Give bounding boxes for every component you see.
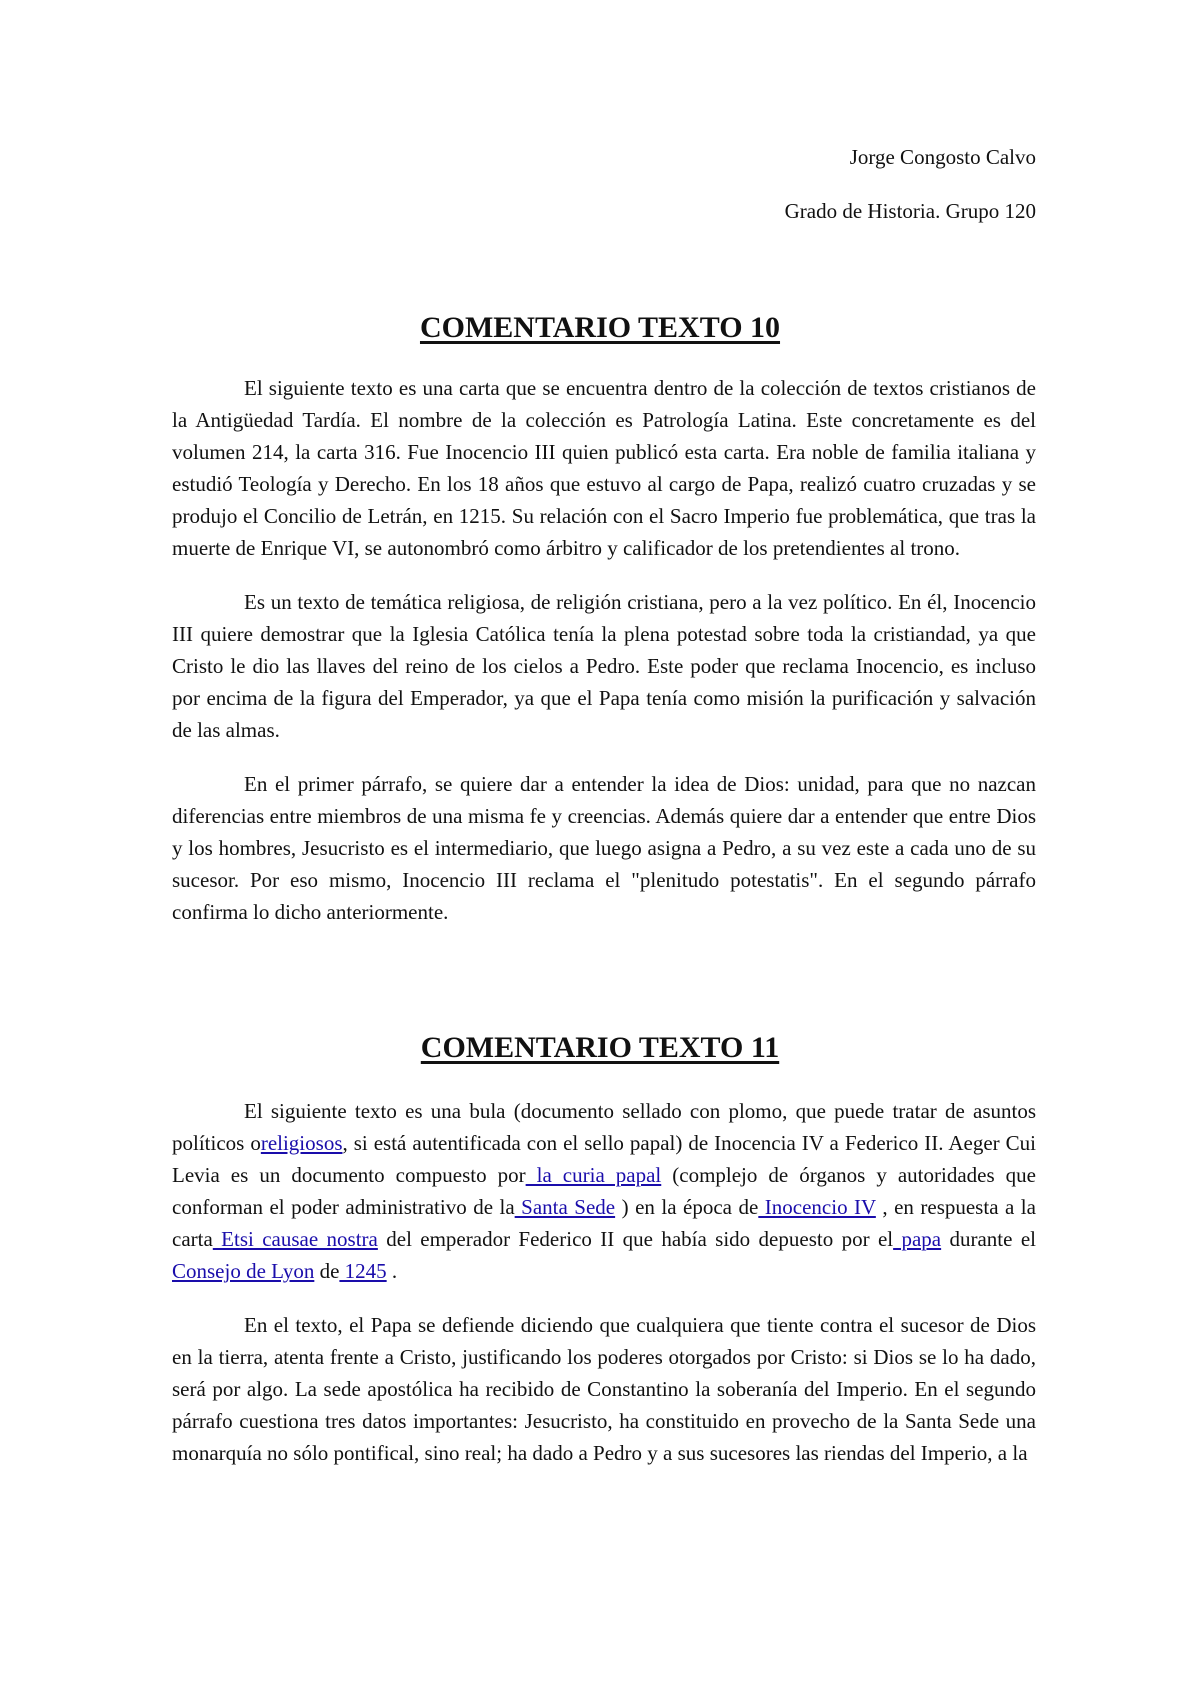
section-10-body <box>172 372 1036 928</box>
paragraph-with-links <box>172 1095 1036 1287</box>
text-run: , si está autentificada con el sello papal) de Inocencia IV a Federico II. Aeger Cui Levia es un documento compuesto por <box>172 1131 1036 1187</box>
text-run: . <box>386 1259 398 1283</box>
text-run: durante el <box>941 1227 1036 1251</box>
link-religiosos[interactable]: religiosos <box>260 1131 343 1155</box>
link-etsi-causae-nostra[interactable]: Etsi causae nostra <box>212 1227 378 1251</box>
text-run: del emperador Federico II que había sido depuesto por el <box>377 1227 894 1251</box>
link-curia-papal[interactable]: la curia papal <box>525 1163 662 1187</box>
text-run: ) en la época de <box>615 1195 759 1219</box>
author-name: Jorge Congosto Calvo <box>849 145 1036 169</box>
section-11-body <box>172 1095 1036 1469</box>
text-run: (complejo de órganos y autoridades que conforman el poder administrativo de la <box>172 1163 1036 1219</box>
text-run: , en respuesta a la carta <box>172 1195 1036 1251</box>
link-1245[interactable]: 1245 <box>339 1259 387 1283</box>
link-papa[interactable]: papa <box>893 1227 942 1251</box>
section-title-11: COMENTARIO TEXTO 11 <box>420 1031 780 1064</box>
paragraph: El siguiente texto es una carta que se encuentra dentro de la colección de textos cristianos de la Antigüedad Tardía. El nombre de la colección es Patrología Latina. Este concretamente es del volumen 214, la carta 316. Fue Inocencio III quien publicó esta carta. Era noble de familia italiana y estudió Teología y Derecho. En los 18 años que estuvo al cargo de Papa, realizó cuatro cruzadas y se produjo el Concilio de Letrán, en 1215. Su relación con el Sacro Imperio fue problemática, que tras la muerte de Enrique VI, se autonombró como árbitro y calificador de los pretendientes al trono. <box>172 376 1036 560</box>
author-course: Grado de Historia. Grupo 120 <box>784 199 1036 223</box>
link-inocencio-iv[interactable]: Inocencio IV <box>758 1195 876 1219</box>
text-run: de <box>314 1259 340 1283</box>
link-santa-sede[interactable]: Santa Sede <box>514 1195 616 1219</box>
link-consejo-de-lyon[interactable]: Consejo de Lyon <box>172 1259 315 1283</box>
text-run: El siguiente texto es una bula (documento sellado con plomo, que puede tratar de asuntos políticos o <box>172 1099 1036 1155</box>
paragraph: En el primer párrafo, se quiere dar a entender la idea de Dios: unidad, para que no nazcan diferencias entre miembros de una misma fe y creencias. Además quiere dar a entender que entre Dios y los hombres, Jesucristo es el intermediario, que luego asigna a Pedro, a su vez este a cada uno de su sucesor. Por eso mismo, Inocencio III reclama el "plenitudo potestatis". En el segundo párrafo confirma lo dicho anteriormente. <box>172 772 1036 924</box>
paragraph: En el texto, el Papa se defiende diciendo que cualquiera que tiente contra el sucesor de Dios en la tierra, atenta frente a Cristo, justificando los poderes otorgados por Cristo: si Dios se lo ha dado, será por algo. La sede apostólica ha recibido de Constantino la soberanía del Imperio. En el segundo párrafo cuestiona tres datos importantes: Jesucristo, ha constituido en provecho de la Santa Sede una monarquía no sólo pontifical, sino real; ha dado a Pedro y a sus sucesores las riendas del Imperio, a la <box>172 1313 1036 1465</box>
section-title-10: COMENTARIO TEXTO 10 <box>419 311 781 344</box>
paragraph: Es un texto de temática religiosa, de religión cristiana, pero a la vez político. En él, Inocencio III quiere demostrar que la Iglesia Católica tenía la plena potestad sobre toda la cristiandad, ya que Cristo le dio las llaves del reino de los cielos a Pedro. Este poder que reclama Inocencio, es incluso por encima de la figura del Emperador, ya que el Papa tenía como misión la purificación y salvación de las almas. <box>172 590 1036 742</box>
